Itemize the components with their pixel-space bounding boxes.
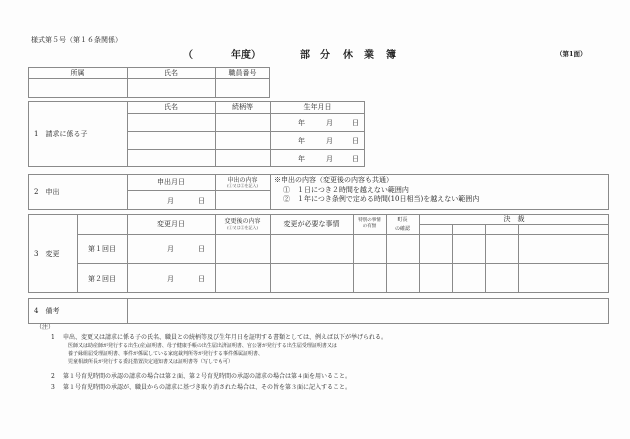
note-text: 児童相談所長が発行する委託措置決定通知書又は証明書等（写しでも可）: [68, 359, 234, 365]
note-text: 第１号育児時間の承認の請求の場合は第２面、第２号育児時間の承認の請求の場合は第４面を用いること。: [63, 373, 352, 380]
application-content-header: 申出の内容: [227, 176, 258, 184]
birth-day-label: 日: [352, 136, 359, 145]
title-year-label: 年度）: [231, 50, 261, 61]
change-content-field[interactable]: [215, 235, 270, 263]
title-open-paren: （: [183, 50, 193, 61]
application-day-label: 日: [198, 196, 205, 205]
birth-month-label: 月: [326, 136, 333, 145]
special-circumstance-header-2: の有無: [362, 224, 377, 229]
birth-month-label: 月: [326, 154, 333, 163]
birth-day-label: 日: [352, 118, 359, 127]
application-content-field[interactable]: [215, 191, 270, 210]
change-content-field[interactable]: [215, 264, 270, 293]
note-text: 養子縁組届受理証明書、事件が係属している家庭裁判所等が発行する事件係属証明書、: [68, 351, 264, 357]
birth-day-label: 日: [352, 154, 359, 163]
change-content-subheader: (①又は②を記入): [226, 225, 259, 230]
section1-col-name: 氏名: [164, 103, 178, 111]
application-date-header: 申出月日: [157, 178, 185, 186]
child-relation-field[interactable]: [215, 150, 270, 167]
special-circumstance-header: 特別の事情: [358, 217, 381, 223]
change-day-label: 日: [198, 245, 205, 253]
remarks-field[interactable]: [128, 299, 608, 323]
child-relation-field[interactable]: [215, 132, 270, 149]
title-char-3: 休: [343, 50, 353, 61]
note-number: 2: [51, 373, 55, 380]
notes-heading: （注）: [36, 324, 55, 331]
application-month-label: 月: [167, 196, 174, 205]
mayor-confirmation-field[interactable]: [386, 264, 419, 293]
employee-no-field[interactable]: [215, 79, 270, 98]
title-char-5: 簿: [386, 50, 396, 61]
application-content-subheader: (①又は②を記入): [226, 183, 259, 188]
affiliation-field[interactable]: [28, 79, 127, 98]
note-text: 医師又は助産師が発行する出生(産)証明書、母子健康手帳の出生届出済証明書、官公署が発行する出生届受理証明書又は: [68, 343, 337, 349]
approval-header: 決 裁: [503, 215, 525, 223]
note-text: 申出、変更又は請求に係る子の氏名、職員との続柄等及び生年月日を証明する書類としては、例えば以下が挙げられる。: [63, 334, 388, 341]
application-note-item-1: ① １日につき２時間を越えない範囲内: [283, 186, 409, 194]
birth-year-label: 年: [298, 154, 305, 163]
mayor-confirmation-header: 町長: [397, 217, 408, 223]
change-date-header: 変更月日: [157, 220, 185, 228]
header-col-name: 氏名: [164, 68, 178, 77]
header-col-employee-no: 職員番号: [228, 68, 257, 77]
child-relation-field[interactable]: [215, 114, 270, 131]
birth-year-label: 年: [298, 118, 305, 127]
change-reason-field[interactable]: [270, 235, 353, 263]
application-note-title: ※申出の内容（変更後の内容も共通）: [274, 176, 393, 184]
section1-col-birthdate: 生年月日: [303, 103, 332, 111]
divider: [419, 224, 609, 225]
application-note-item-2: ② １年につき条例で定める時間(10日相当)を越えない範囲内: [283, 195, 480, 203]
special-circumstance-field[interactable]: [353, 235, 386, 263]
section1-col-relation: 続柄等: [232, 103, 253, 111]
form-id: 様式第５号（第１６条関係）: [31, 36, 122, 44]
note-text: 第１号育児時間の承認が、職員からの請求に基づき取り消された場合は、その旨を第３面に記入すること。: [63, 384, 352, 391]
change-month-label: 月: [167, 274, 174, 283]
name-field[interactable]: [127, 79, 215, 98]
child-name-field[interactable]: [127, 150, 215, 167]
mayor-confirmation-field[interactable]: [386, 235, 419, 263]
mayor-confirmation-header-2: の確認: [394, 226, 410, 232]
note-number: 3: [51, 384, 55, 391]
change-reason-header: 変更が必要な事情: [283, 220, 340, 228]
child-name-field[interactable]: [127, 114, 215, 131]
header-col-affiliation: 所属: [70, 68, 85, 77]
divider: [419, 214, 420, 293]
title-char-1: 部: [300, 50, 310, 61]
title-char-2: 分: [320, 50, 330, 61]
change-month-label: 月: [167, 245, 174, 253]
section3-label: 3 変更: [34, 249, 60, 258]
title-char-4: 業: [364, 50, 374, 61]
change-day-label: 日: [198, 274, 205, 283]
page-label: （第1面）: [556, 50, 587, 58]
section1-label: 1 請求に係る子: [34, 130, 88, 138]
birth-month-label: 月: [326, 118, 333, 127]
change-row-label: 第１回目: [88, 245, 116, 253]
divider: [270, 174, 271, 210]
change-row-label: 第２回目: [88, 274, 116, 283]
section4-label: 4 備考: [34, 307, 60, 315]
special-circumstance-field[interactable]: [353, 264, 386, 293]
change-reason-field[interactable]: [270, 264, 353, 293]
birth-year-label: 年: [298, 136, 305, 145]
section2-label: 2 申出: [34, 188, 60, 196]
child-name-field[interactable]: [127, 132, 215, 149]
change-content-header: 変更後の内容: [224, 217, 261, 225]
note-number: 1: [51, 334, 55, 341]
